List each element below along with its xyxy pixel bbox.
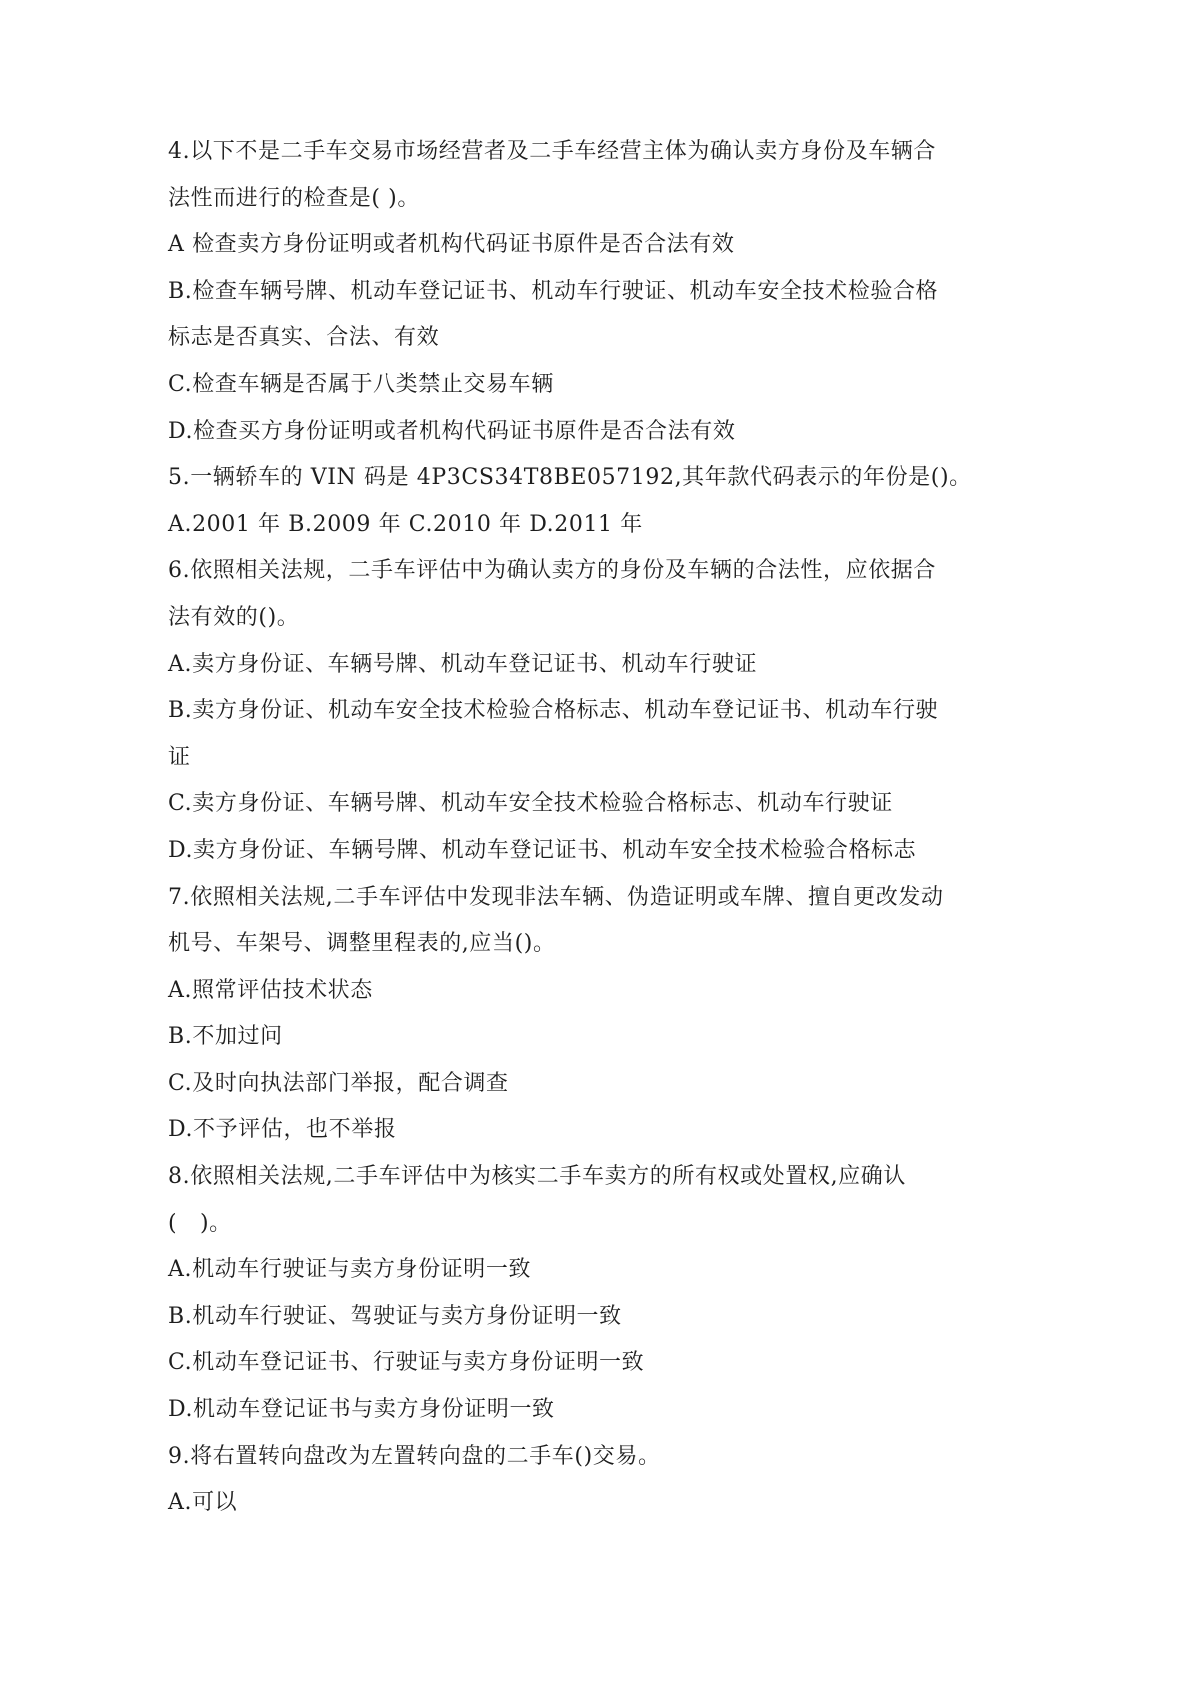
option-line: 证 [168,744,191,770]
option-c [168,1340,1158,1387]
question-stem-line: 机号、车架号、调整里程表的,应当()。 [168,931,556,957]
option-line: A.机动车行驶证与卖方身份证明一致 [168,1257,532,1283]
question-stem-line: 法有效的()。 [168,604,300,630]
option-a [168,968,1158,1015]
option-line: B.卖方身份证、机动车安全技术检验合格标志、机动车登记证书、机动车行驶 [168,698,939,724]
option-line: D.卖方身份证、车辆号牌、机动车登记证书、机动车安全技术检验合格标志 [168,837,917,863]
option-line: C.机动车登记证书、行驶证与卖方身份证明一致 [168,1350,645,1376]
option-c [168,781,1158,828]
question-stem [168,1434,1158,1481]
question-stem-line: 4.以下不是二手车交易市场经营者及二手车经营主体为确认卖方身份及车辆合 [168,139,936,164]
question-stem [168,1154,1158,1247]
question-6 [168,548,1158,874]
option-a [168,642,1158,689]
option-line: D.检查买方身份证明或者机构代码证书原件是否合法有效 [168,418,736,444]
option-line: C.卖方身份证、车辆号牌、机动车安全技术检验合格标志、机动车行驶证 [168,791,893,817]
question-9 [168,1434,1158,1527]
option-c [168,362,1158,409]
question-stem-line: 法性而进行的检查是( )。 [168,185,420,211]
question-4 [168,129,1158,455]
options-inline [168,502,1158,549]
option-b [168,1014,1158,1061]
question-stem-line: 6.依照相关法规，二手车评估中为确认卖方的身份及车辆的合法性，应依据合 [168,558,936,584]
question-stem-line: 9.将右置转向盘改为左置转向盘的二手车()交易。 [168,1443,661,1469]
question-stem [168,548,1158,641]
option-line: B.检查车辆号牌、机动车登记证书、机动车行驶证、机动车安全技术检验合格 [168,278,939,304]
option-line: A.卖方身份证、车辆号牌、机动车登记证书、机动车行驶证 [168,651,758,677]
question-stem-line: 7.依照相关法规,二手车评估中发现非法车辆、伪造证明或车牌、擅自更改发动 [168,884,944,910]
question-stem-line: 5.一辆轿车的 VIN 码是 4P3CS34T8BE057192,其年款代码表示的年份是()。 [168,465,972,491]
option-line: A.2001 年 B.2009 年 C.2010 年 D.2011 年 [168,511,643,537]
option-line: B.机动车行驶证、驾驶证与卖方身份证明一致 [168,1303,622,1329]
option-line: C.检查车辆是否属于八类禁止交易车辆 [168,371,554,397]
question-stem [168,129,1158,222]
option-line: D.不予评估，也不举报 [168,1117,397,1143]
option-line: 标志是否真实、合法、有效 [168,325,440,351]
option-line: A.照常评估技术状态 [168,977,373,1003]
option-line: D.机动车登记证书与卖方身份证明一致 [168,1397,555,1423]
option-line: A.可以 [168,1490,238,1516]
question-stem-line: ( )。 [168,1210,232,1236]
question-list [168,129,1158,1527]
option-a [168,1247,1158,1294]
option-b [168,688,1158,781]
option-line: A 检查卖方身份证明或者机构代码证书原件是否合法有效 [168,232,735,258]
question-8 [168,1154,1158,1434]
option-d [168,1107,1158,1154]
option-b [168,1294,1158,1341]
question-5 [168,455,1158,548]
option-d [168,1387,1158,1434]
option-c [168,1061,1158,1108]
option-line: C.及时向执法部门举报，配合调查 [168,1070,509,1096]
option-d [168,828,1158,875]
option-b [168,269,1158,362]
question-stem [168,875,1158,968]
question-stem [168,455,1158,502]
question-7 [168,875,1158,1155]
option-d [168,409,1158,456]
option-line: B.不加过问 [168,1024,283,1050]
option-a [168,1480,1158,1527]
option-a [168,222,1158,269]
question-stem-line: 8.依照相关法规,二手车评估中为核实二手车卖方的所有权或处置权,应确认 [168,1164,906,1190]
